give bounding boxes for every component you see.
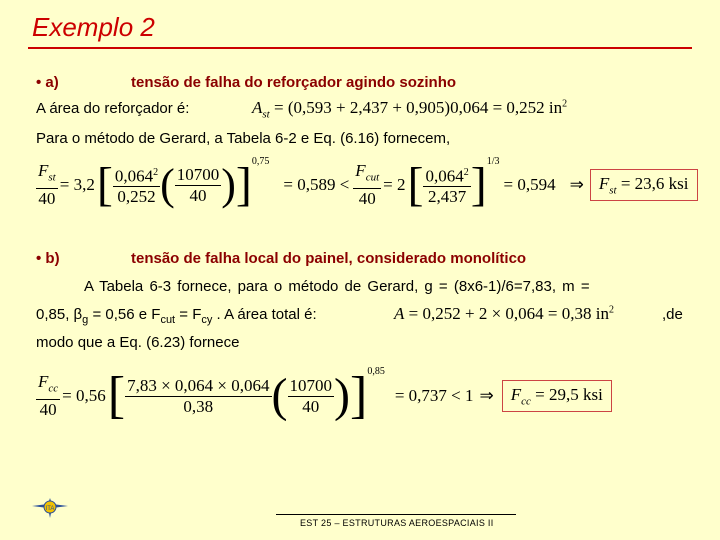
part-b-heading: tensão de falha local do painel, considerado monolítico (131, 250, 527, 267)
part-b-label: • b) (36, 250, 60, 267)
part-a-heading: tensão de falha do reforçador agindo sozinho (131, 74, 457, 91)
page-title: Exemplo 2 (32, 12, 155, 42)
eq1-lhs-fraction: $\frac{F_{st}}{40}$ (38, 161, 56, 208)
area-equation: $A_{st} = (0,593 + 2,437 + 0,905)0,064 = 0,252$ $in^2$ (252, 98, 568, 121)
implies-arrow-icon: ⇒ (569, 175, 584, 194)
total-area-equation: A = 0,252 + 2 × 0,064 = 0,38 $in^2$ (394, 304, 614, 323)
part-a-label: • a) (36, 74, 59, 91)
title-divider (28, 47, 692, 49)
part-b-line1: A Tabela 6-3 fornece, para o método de Gerard, g = (8x6-1)/6=7,83, m = (84, 278, 590, 295)
part-b-line2: 0,85, $\beta_g = 0,56$ e $F_{cut} = F_{cy}$ . A área total é: (36, 306, 317, 326)
footer-divider (276, 514, 516, 515)
eq2-result-box: $F_{cc} = 29,5$ ksi (502, 380, 612, 412)
footer-text: EST 25 – ESTRUTURAS AEROESPACIAIS II (300, 518, 494, 528)
gerard-text: Para o método de Gerard, a Tabela 6-2 e Eq. (6.16) fornecem, (36, 130, 451, 147)
implies-arrow-icon-2: ⇒ (479, 386, 494, 405)
equation-2: $\frac{F_{cc}}{40}$ = 0,56 [ $\frac{7,83 \times 0,064 \times 0,064}{0,38}$ ( $\frac{10700}{40}$ ) ] 0,85 = 0,737 < 1 ⇒ $F_{cc} = 29,5$ ksi (36, 366, 612, 426)
equation-1: $\frac{F_{st}}{40}$ = 3,2 [ $\frac{0,064^2}{0,252}$ ( $\frac{10700}{40}$ ) ] 0,75 = 0,589 < $\frac{F_{cut}}{40}$ = 2 [ $\frac{0,064^2}{2,437}$ ] 1/3 = 0,594 ⇒ $F_{st} = 23,6$ ksi (36, 156, 698, 214)
logo-text: ITA (45, 506, 55, 512)
ita-logo-icon (30, 492, 70, 522)
area-text: A área do reforçador é: (36, 100, 190, 117)
part-b-line3: modo que a Eq. (6.23) fornece (36, 334, 240, 351)
eq1-result-box: $F_{st} = 23,6$ ksi (590, 169, 698, 201)
part-b-line2-end: ,de (662, 306, 683, 323)
